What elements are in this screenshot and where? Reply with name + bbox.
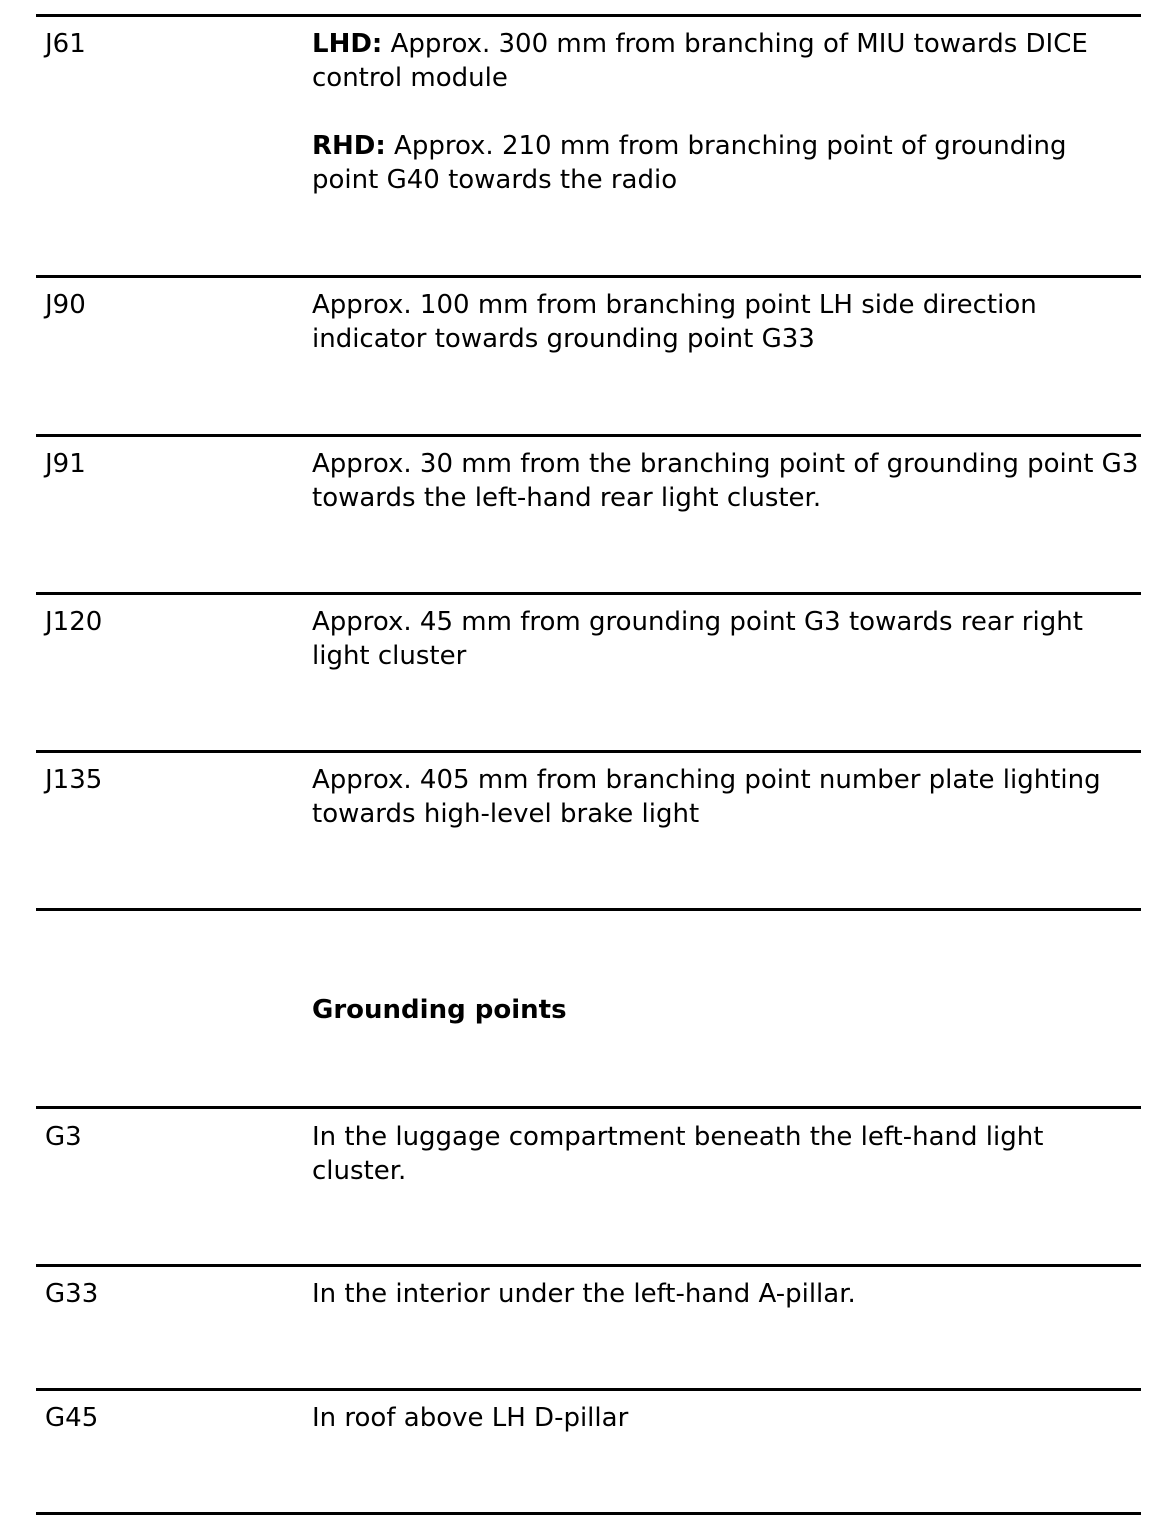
- grounding-code: G3: [45, 1122, 82, 1152]
- grounding-code: G33: [45, 1279, 99, 1309]
- connector-location: [312, 27, 1140, 197]
- connector-code: J120: [45, 607, 103, 637]
- table-divider: [36, 14, 1141, 17]
- lhd-text: Approx. 300 mm from branching of MIU towards DICE control module: [312, 29, 1088, 93]
- location-paragraph-rhd: [312, 129, 1140, 197]
- table-divider: [36, 434, 1141, 437]
- connector-code: J90: [45, 290, 86, 320]
- rhd-text: Approx. 210 mm from branching point of grounding point G40 towards the radio: [312, 131, 1067, 195]
- table-divider: [36, 750, 1141, 753]
- grounding-location: In the luggage compartment beneath the left-hand light cluster.: [312, 1122, 1044, 1186]
- table-divider: [36, 908, 1141, 911]
- connector-location: Approx. 45 mm from grounding point G3 towards rear right light cluster: [312, 607, 1083, 671]
- connector-location: Approx. 30 mm from the branching point of grounding point G3 towards the left-hand rear light cluster.: [312, 449, 1139, 513]
- table-divider: [36, 275, 1141, 278]
- location-paragraph-lhd: [312, 27, 1140, 95]
- lhd-label: LHD:: [312, 29, 383, 59]
- connector-code: J91: [45, 449, 86, 479]
- table-divider: [36, 592, 1141, 595]
- connector-code: J61: [45, 29, 86, 59]
- table-divider: [36, 1512, 1141, 1515]
- section-heading: Grounding points: [312, 995, 567, 1025]
- table-divider: [36, 1388, 1141, 1391]
- connector-location: Approx. 100 mm from branching point LH side direction indicator towards grounding point G33: [312, 290, 1037, 354]
- connector-location: Approx. 405 mm from branching point number plate lighting towards high-level brake light: [312, 765, 1101, 829]
- table-divider: [36, 1106, 1141, 1109]
- grounding-code: G45: [45, 1403, 99, 1433]
- rhd-label: RHD:: [312, 131, 386, 161]
- connector-code: J135: [45, 765, 103, 795]
- table-divider: [36, 1264, 1141, 1267]
- grounding-location: In roof above LH D-pillar: [312, 1403, 629, 1433]
- grounding-location: In the interior under the left-hand A-pillar.: [312, 1279, 856, 1309]
